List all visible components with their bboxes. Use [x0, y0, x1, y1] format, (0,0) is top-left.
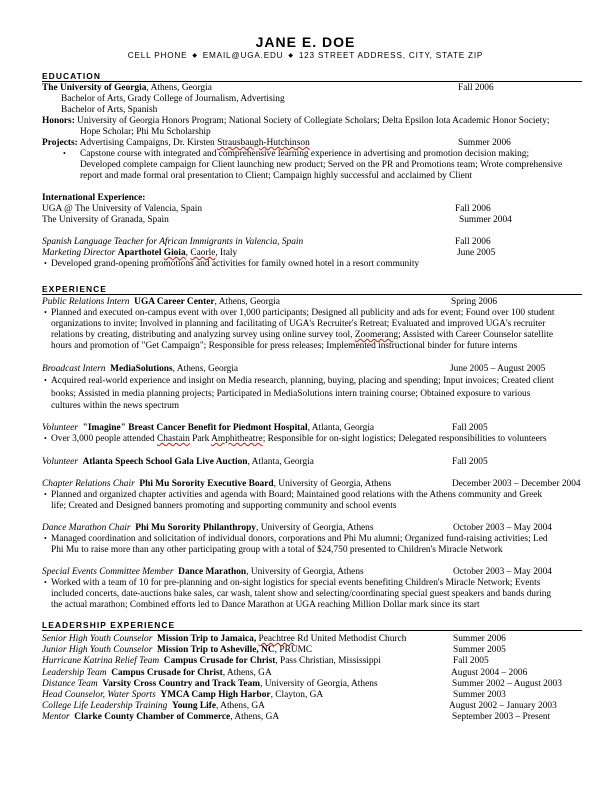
leadership-title: College Life Leadership Training [42, 701, 168, 712]
exp-imagine-line [42, 423, 374, 434]
intl-marketing-date: June 2005 [457, 248, 496, 258]
job-title: Volunteer [42, 423, 78, 433]
leadership-date: September 2003 – Present [452, 712, 551, 723]
leadership-row [42, 645, 312, 656]
job-location: , University of Georgia, Athens [256, 523, 374, 533]
job-org: MediaSolutions [110, 364, 173, 374]
job-title: Broadcast Intern [42, 364, 106, 374]
career-desc-3b: ; Assisted with Career Counselor satellite [398, 330, 553, 340]
job-location: , Athens, Georgia [214, 297, 280, 307]
chapter-desc-2: life; Created and Designed banners promoting and supporting community and school events [51, 501, 397, 511]
leadership-date: Summer 2002 – August 2003 [452, 678, 562, 689]
address: 123 STREET ADDRESS, CITY, STATE ZIP [298, 51, 484, 60]
chapter-desc-1: Planned and organized chapter activities and agenda with Board; Maintained good relations with the Athens community and Greek [51, 490, 543, 500]
bullet-separator-icon: ◆ [288, 53, 294, 59]
exp-chapter-line [42, 479, 391, 490]
bullet-icon: • [44, 434, 47, 443]
bullet-icon: • [44, 259, 47, 268]
leadership-row [42, 690, 323, 701]
bullet-icon: • [44, 534, 47, 543]
job-org: UGA Career Center [134, 297, 215, 307]
marketing-org-name: Gioia [163, 248, 186, 258]
edu-uga-date: Fall 2006 [458, 83, 494, 93]
leadership-location: , Athens, GA [230, 712, 280, 723]
bullet-icon: • [44, 578, 47, 587]
leadership-date: Summer 2005 [453, 645, 506, 656]
intl-teacher: Spanish Language Teacher for African Immigrants in Valencia, Spain [42, 237, 304, 247]
imagine-desc-b: Park [189, 434, 212, 444]
intl-granada: The University of Granada, Spain [42, 215, 169, 225]
imagine-desc-park: Chastain [156, 434, 190, 444]
exp-dance-line [42, 523, 374, 534]
career-desc-3a: relations by creating, distributing and analyzing survey using online survey tool, [51, 330, 355, 340]
imagine-desc-venue: Amphitheatre [211, 434, 263, 444]
projects-date: Summer 2006 [458, 138, 511, 148]
job-location: , University of Georgia, Athens [246, 567, 364, 577]
exp-media-line [42, 364, 238, 375]
leadership-title: Hurricane Katrina Relief Team [42, 656, 160, 667]
leadership-location: , Athens, GA [216, 701, 265, 712]
projects-desc-3: report and made formal oral presentation to Client; Campaign highly successful and acclaimed by Client [80, 171, 473, 181]
bullet-icon: • [63, 149, 66, 158]
job-org: Dance Marathon [178, 567, 247, 577]
leadership-date: Fall 2005 [453, 656, 489, 667]
leadership-org: Mission Trip to Jamaica, [157, 634, 259, 644]
exp-dance-date: October 2003 – May 2004 [453, 523, 552, 533]
marketing-sep: , [185, 248, 191, 258]
projects-label: Projects: [42, 138, 78, 148]
leadership-date: Summer 2003 [453, 690, 506, 700]
email: EMAIL@UGA.EDU [202, 51, 284, 60]
marketing-country: , Italy [215, 248, 238, 258]
bullet-icon: • [44, 376, 47, 385]
exp-special-line [42, 567, 364, 578]
leadership-org: Campus Crusade for Christ [163, 656, 276, 667]
career-desc-3 [51, 330, 553, 341]
leadership-location: , Athens, GA [222, 667, 272, 678]
job-title: Volunteer [42, 457, 78, 467]
exp-chapter-date: December 2003 – December 2004 [452, 479, 581, 489]
job-org: Phi Mu Sorority Executive Board [139, 479, 274, 489]
section-heading-experience: EXPERIENCE [42, 284, 582, 295]
honors-text: University of Georgia Honors Program; National Society of Collegiate Scholars; Delta Epsilon Iota Academic Honor Society; [74, 116, 550, 126]
leadership-org: Varsity Cross Country and Track Team [102, 678, 261, 689]
intl-valencia: UGA @ The University of Valencia, Spain [42, 204, 203, 214]
leadership-row [42, 656, 381, 667]
leadership-org: Clarke County Chamber of Commerce [74, 712, 231, 723]
exp-media-date: June 2005 – August 2005 [450, 364, 546, 374]
exp-special-date: October 2003 – May 2004 [453, 567, 552, 577]
job-location: , Athens, Georgia [172, 364, 239, 374]
job-location: , University of Georgia, Athens [273, 479, 392, 489]
leadership-row [42, 679, 378, 690]
school-name: The University of Georgia [42, 83, 147, 93]
projects-desc-2: Developed complete campaign for Client launching new product; Served on the PR and Promotions team; Wrote comprehensive [80, 160, 563, 170]
marketing-org: Aparthotel [117, 248, 164, 258]
bullet-icon: • [44, 308, 47, 317]
career-desc-1: Planned and executed on-campus event with over 1,000 participants; Designed all publicity and ads for event; Found over 100 student [51, 308, 555, 318]
imagine-desc-1 [51, 434, 547, 445]
leadership-date: Summer 2006 [453, 634, 506, 644]
leadership-row [42, 634, 406, 645]
leadership-location: , Clayton, GA [270, 690, 324, 700]
leadership-org: Mission Trip to Asheville, NC [157, 645, 275, 656]
school-location: , Athens, Georgia [146, 83, 212, 93]
exp-career-line [42, 297, 280, 308]
resume-name: JANE E. DOE [255, 34, 356, 50]
bullet-icon: • [44, 490, 47, 499]
leadership-title: Mentor [42, 712, 70, 723]
leadership-org: Young Life [171, 701, 216, 712]
phone: CELL PHONE [127, 51, 188, 60]
honors-line [42, 116, 550, 127]
honors-label: Honors: [42, 116, 75, 126]
leadership-title: Senior High Youth Counselor [42, 634, 153, 644]
leadership-location: , Pass Christian, Mississippi [275, 656, 381, 667]
media-desc-2: books; Assisted in media planning projects; Participated in MediaSolutions intern training course; Obtained exposure to various [51, 389, 531, 399]
section-heading-education: EDUCATION [42, 71, 582, 82]
media-desc-3: cultures within the news spectrum [51, 401, 180, 411]
intl-valencia-date: Fall 2006 [455, 204, 491, 214]
leadership-row [42, 712, 279, 723]
intl-teacher-date: Fall 2006 [455, 237, 491, 247]
edu-uga-line [42, 83, 212, 94]
leadership-row [42, 668, 272, 679]
marketing-location: Caorle [190, 248, 216, 258]
leadership-date: August 2002 – January 2003 [449, 701, 557, 712]
leadership-org: Campus Crusade for Christ [111, 667, 223, 678]
marketing-title: Marketing Director [42, 248, 118, 258]
leadership-org: YMCA Camp High Harbor [160, 690, 271, 700]
job-org: Atlanta Speech School Gala Live Auction [82, 457, 248, 467]
degree-spanish: Bachelor of Arts, Spanish [61, 105, 158, 115]
job-title: Chapter Relations Chair [42, 479, 135, 489]
leadership-location: Rd United Methodist Church [294, 634, 407, 644]
job-title: Special Events Committee Member [42, 567, 174, 577]
exp-speech-line [42, 457, 314, 468]
special-desc-3: the actual marathon; Combined efforts led to Dance Marathon at UGA reaching Million Dollar mark since its start [51, 600, 480, 610]
job-org: Phi Mu Sorority Philanthropy [135, 523, 256, 533]
job-title: Public Relations Intern [42, 297, 130, 307]
honors-line2: Hope Scholar; Phi Mu Scholarship [80, 127, 211, 137]
leadership-title: Distance Team [42, 678, 98, 689]
job-title: Dance Marathon Chair [42, 523, 131, 533]
section-heading-leadership: LEADERSHIP EXPERIENCE [42, 620, 582, 631]
contact-line [0, 51, 611, 60]
intl-granada-date: Summer 2004 [459, 215, 512, 225]
career-desc-2: organizations to invite; Involved in planning and facilitating of UGA's Recruiter's Retreat; Evaluated and improved UGA's recruiter [51, 319, 546, 329]
imagine-desc-c: ; Responsible for on-sight logistics; Delegated responsibilities to volunteers [262, 434, 547, 444]
projects-line [42, 138, 310, 149]
intl-marketing-desc: Developed grand-opening promotions and activities for family owned hotel in a resort community [51, 259, 420, 269]
job-location: , Atlanta, Georgia [307, 423, 375, 433]
career-desc-4: hours and promotion of "Get Campaign"; Responsible for press releases; Implemented instructional binder for future interns [51, 341, 518, 351]
dance-desc-2: Phi Mu to raise more than any other participating group with a total of $24,750 presented to Children's Miracle Network [51, 545, 503, 555]
media-desc-1: Acquired real-world experience and insight on Media research, planning, buying, placing and spending; Input invoices; Created client [51, 376, 554, 386]
exp-career-date: Spring 2006 [451, 297, 498, 307]
imagine-desc-a: Over 3,000 people attended [51, 434, 157, 444]
leadership-date: August 2004 – 2006 [451, 667, 528, 678]
degree-advertising: Bachelor of Arts, Grady College of Journalism, Advertising [61, 94, 285, 104]
exp-speech-date: Fall 2005 [452, 457, 488, 467]
projects-professor: Strausbaugh-Hutchinson [217, 138, 310, 148]
intl-heading: International Experience: [42, 193, 146, 203]
leadership-title: Junior High Youth Counselor [42, 645, 153, 656]
leadership-title: Leadership Team [42, 667, 107, 678]
intl-marketing [42, 248, 237, 259]
job-location: , Atlanta, Georgia [247, 457, 314, 467]
special-desc-1: Worked with a team of 10 for pre-planning and on-sight logistics for special events benefiting Children's Miracle Network; Events [51, 578, 541, 588]
projects-title: Advertising Campaigns, Dr. Kirsten [77, 138, 218, 148]
special-desc-2: included concerts, date-auctions bake sales, car wash, talent show and selecting/coordinating special guest speakers and bands during [51, 589, 552, 599]
leadership-row [42, 701, 265, 712]
leadership-location: , University of Georgia, Athens [260, 678, 378, 689]
dance-desc-1: Managed coordination and solicitation of individual donors, corporations and Phi Mu alumni; Organized fund-raising activities; Led [51, 534, 548, 544]
projects-desc-1: Capstone course with integrated and comprehensive learning experience in advertising and promotion decision making; [80, 149, 530, 159]
leadership-title: Head Counselor, Water Sports [42, 690, 156, 700]
career-desc-3-tool: Zoomerang [354, 330, 399, 340]
job-org: "Imagine" Breast Cancer Benefit for Piedmont Hospital [82, 423, 308, 433]
bullet-separator-icon: ◆ [192, 53, 198, 59]
leadership-location: , PRUMC [274, 645, 313, 656]
leadership-org-detail: Peachtree [258, 634, 295, 644]
exp-imagine-date: Fall 2005 [452, 423, 488, 433]
